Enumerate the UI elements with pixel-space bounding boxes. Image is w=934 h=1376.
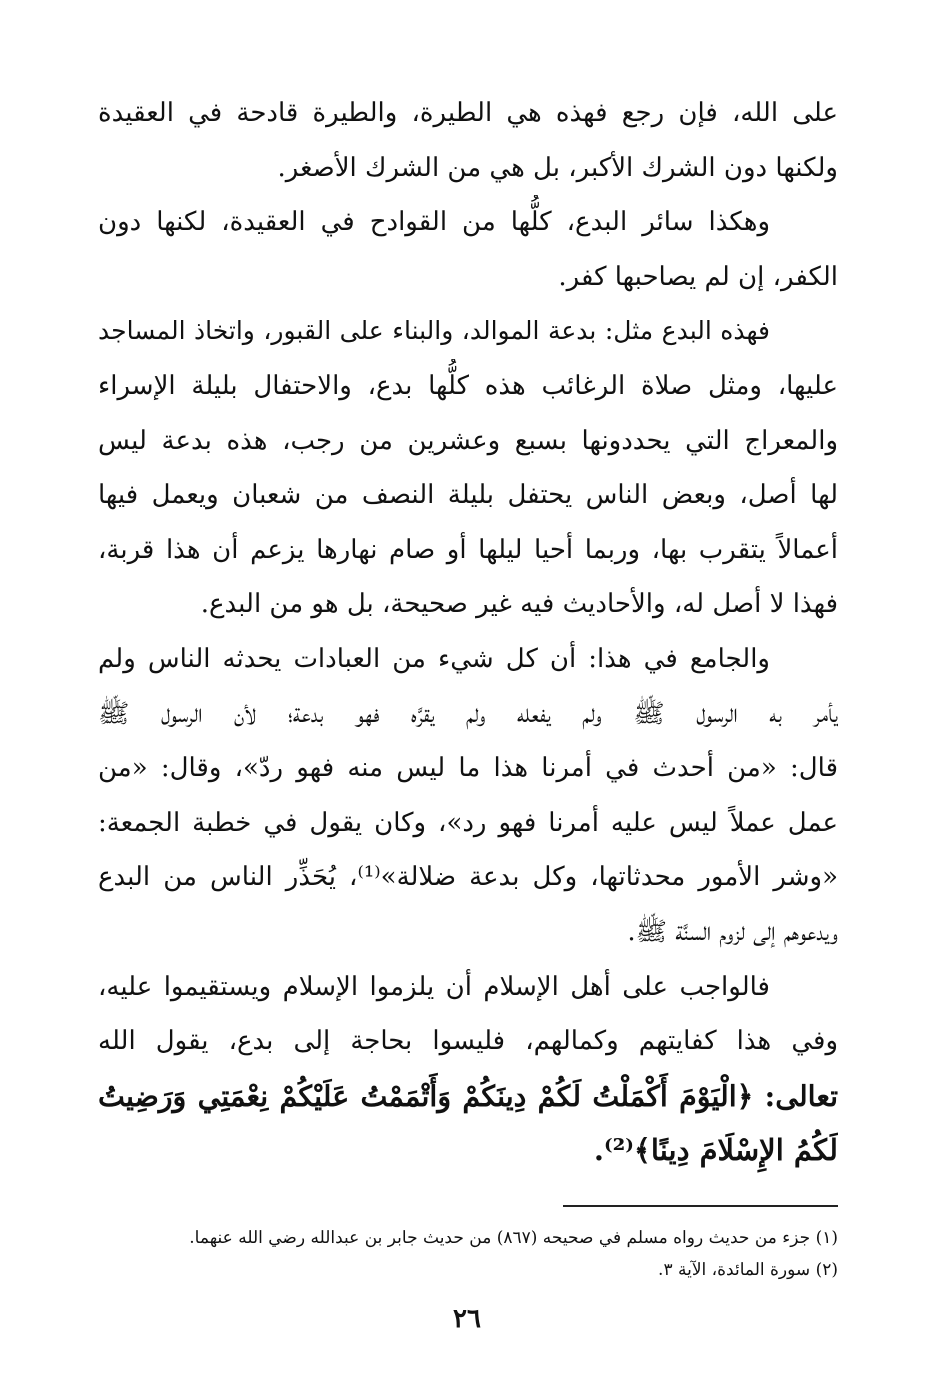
text-line: ويدعوهم إلى لزوم السنَّة ﷺ.: [627, 916, 838, 947]
text-line: «وشر الأمور محدثاتها، وكل بدعة ضلالة»⁽¹⁾، يُحَذِّر الناس من البدع: [98, 862, 838, 893]
text-line: وفي هذا كفايتهم وكمالهم، فليسوا بحاجة إلى بدع، يقول الله: [98, 1026, 838, 1057]
text-line: لها أصل، وبعض الناس يحتفل بليلة النصف من شعبان ويعمل فيها: [98, 480, 838, 511]
page-number: ٢٦: [453, 1304, 481, 1334]
footnote-divider: [563, 1205, 838, 1207]
text-line: والجامع في هذا: أن كل شيء من العبادات يحدثه الناس ولم: [98, 643, 770, 674]
footnote: (١) جزء من حديث رواه مسلم في صحيحه (٨٦٧) من حديث جابر بن عبدالله رضي الله عنهما.: [189, 1228, 838, 1248]
text-line: فهذه البدع مثل: بدعة الموالد، والبناء على القبور، واتخاذ المساجد: [98, 316, 770, 346]
footnote: (٢) سورة المائدة، الآية ٣.: [658, 1260, 838, 1280]
quran-verse-line: لَكُمُ الإِسْلَامَ دِينًا﴾⁽²⁾.: [593, 1133, 838, 1168]
text-line: فهذا لا أصل له، والأحاديث فيه غير صحيحة، بل هو من البدع.: [200, 589, 838, 620]
text-line: عليها، ومثل صلاة الرغائب هذه كلُّها بدع، والاحتفال بليلة الإسراء: [98, 370, 838, 401]
footnotes: [98, 1222, 838, 1286]
text-line: وهكذا سائر البدع، كلُّها من القوادح في العقيدة، لكنها دون: [98, 207, 770, 238]
text-line: فالواجب على أهل الإسلام أن يلزموا الإسلام ويستقيموا عليه،: [98, 971, 770, 1002]
body-text: [98, 86, 838, 1178]
quran-verse-line: تعالى: ﴿الْيَوْمَ أَكْمَلْتُ لَكُمْ دِينَكُمْ وَأَتْمَمْتُ عَلَيْكُمْ نِعْمَتِي وَرَضِيتُ: [98, 1078, 838, 1113]
text-line: ولكنها دون الشرك الأكبر، بل هي من الشرك الأصغر.: [277, 152, 838, 183]
text-line: عمل عملاً ليس عليه أمرنا فهو رد»، وكان يقول في خطبة الجمعة:: [98, 807, 838, 838]
text-line: على الله، فإن رجع فهذه هي الطيرة، والطيرة قادحة في العقيدة: [98, 98, 838, 128]
text-line: الكفر، إن لم يصاحبها كفر.: [558, 261, 838, 292]
text-line: والمعراج التي يحددونها بسبع وعشرين من رجب، هذه بدعة ليس: [98, 425, 838, 456]
text-line: أعمالاً يتقرب بها، وربما أحيا ليلها أو صام نهارها يزعم أن هذا قربة،: [98, 534, 838, 565]
text-line: يأمر به الرسول ﷺ ولم يفعله ولم يقرَّه فهو بدعة؛ لأن الرسول ﷺ: [98, 698, 838, 729]
text-line: قال: «من أحدث في أمرنا هذا ما ليس منه فهو ردّ»، وقال: «من: [98, 753, 838, 784]
